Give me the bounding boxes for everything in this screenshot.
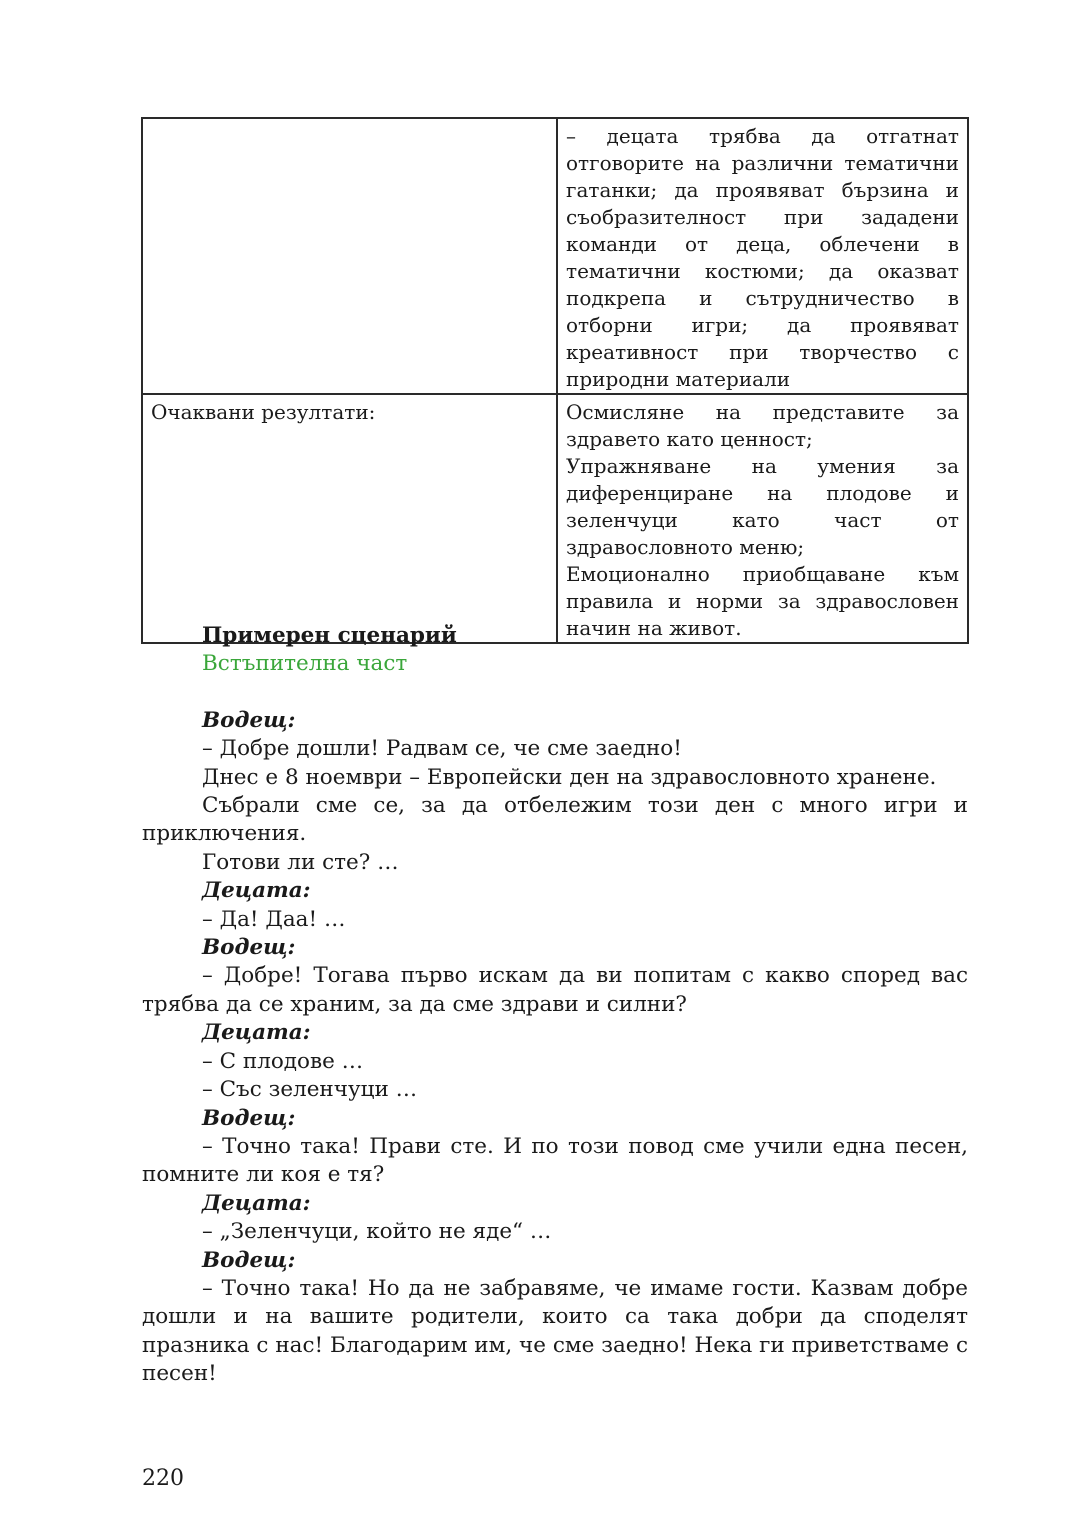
table-row	[142, 394, 968, 643]
dialogue-line: Събрали сме се, за да отбележим този ден с много игри и приключения.	[142, 793, 968, 847]
speaker-label: Децата:	[202, 878, 311, 904]
result-item: Осмисляне на представите за здравето като ценност;	[566, 400, 959, 451]
speaker-label: Водещ:	[202, 707, 296, 733]
speaker-label: Водещ:	[202, 935, 296, 961]
scenario-subheading: Встъпителна част	[202, 651, 408, 677]
speaker-label: Децата:	[202, 1190, 311, 1216]
dialogue-line: Днес е 8 ноември – Европейски ден на здравословното хранене.	[202, 764, 937, 790]
info-table	[141, 117, 969, 644]
page-number: 220	[142, 1466, 184, 1491]
table-cell-right: – децата трябва да отгатнат отговорите на различни тематични гатанки; да проявяват бързина и съобразителност при зададени команди от деца, облечени в тематични костюми; да оказват подкрепа и сътрудничество в отборни игри; да проявяват креативност при творчество с природни материали	[557, 118, 968, 394]
dialogue-line: Готови ли сте? …	[202, 849, 399, 875]
scenario-body	[142, 622, 968, 1389]
dialogue	[142, 707, 968, 1389]
scenario-heading: Примерен сценарий	[202, 623, 457, 648]
table-cell-left	[142, 118, 557, 394]
speaker-label: Водещ:	[202, 1247, 296, 1273]
dialogue-line: – Да! Даа! …	[202, 906, 346, 932]
result-item: Емоционално приобщаване към правила и норми за здравословен начин на живот.	[566, 562, 959, 640]
dialogue-line: – Добре! Тогава първо искам да ви попитам с какво според вас трябва да се храним, за да сме здрави и силни?	[142, 963, 968, 1017]
speaker-label: Децата:	[202, 1020, 311, 1046]
dialogue-line: – Точно така! Прави сте. И по този повод сме учили една песен, помните ли коя е тя?	[142, 1133, 968, 1188]
dialogue-line: – „Зеленчуци, който не яде“ …	[202, 1219, 552, 1245]
dialogue-line: – Точно така! Но да не забравяме, че имаме гости. Казвам добре дошли и на вашите родители, които са така добри да споделят празника с нас! Благодарим им, че сме заедно! Нека ги приветстваме с песен!	[142, 1275, 968, 1387]
dialogue-line: – Добре дошли! Радвам се, че сме заедно!	[202, 736, 682, 762]
table-row	[142, 118, 968, 394]
dialogue-line: – Със зеленчуци …	[202, 1077, 418, 1103]
expected-results-text	[557, 394, 968, 643]
speaker-label: Водещ:	[202, 1105, 296, 1131]
dialogue-line: – С плодове …	[202, 1048, 364, 1074]
result-item: Упражняване на умения за диференциране на плодове и зеленчуци като част от здравословното меню;	[566, 454, 959, 559]
expected-results-label: Очаквани резултати:	[142, 394, 557, 643]
